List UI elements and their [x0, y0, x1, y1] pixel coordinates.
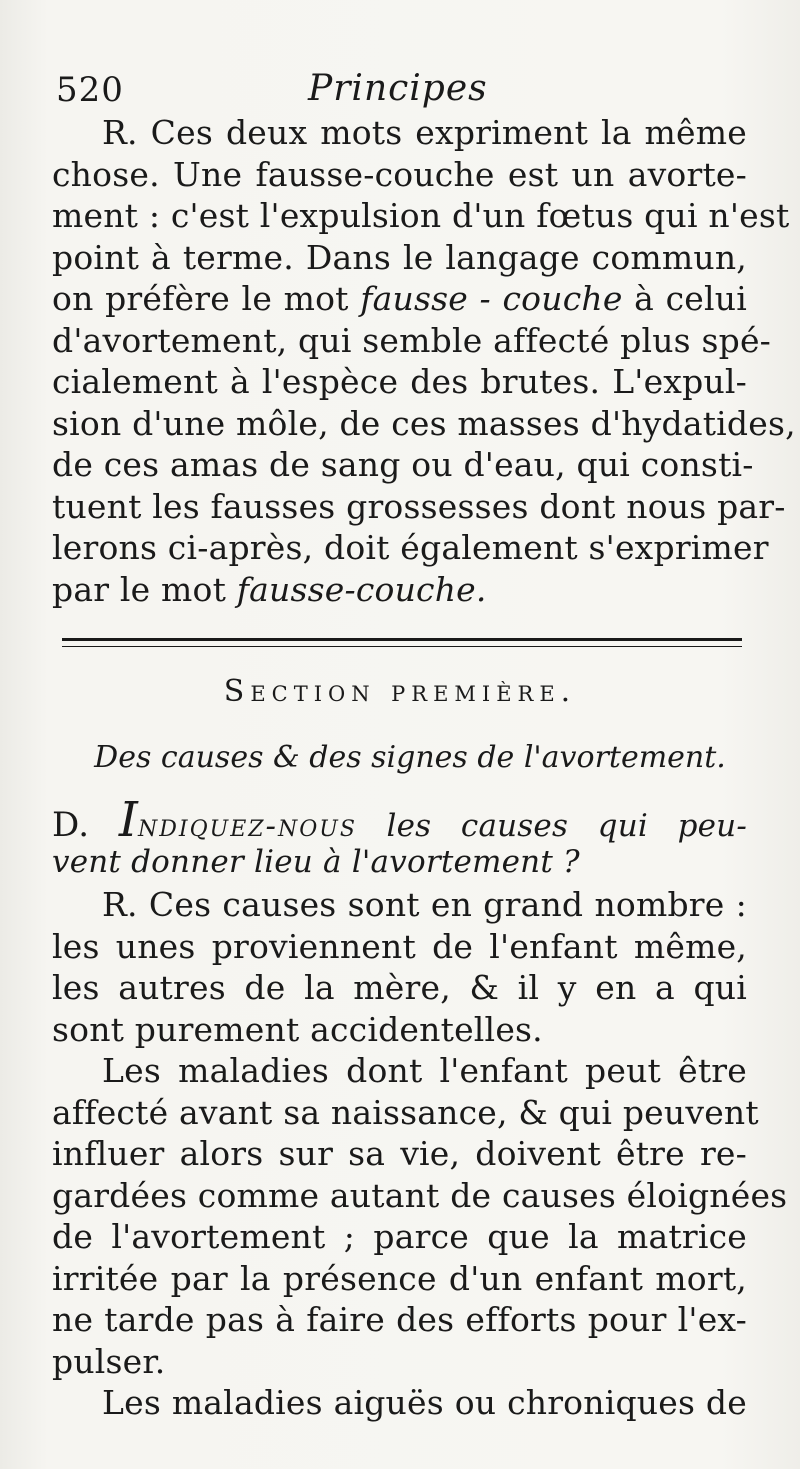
drop-initial: I — [118, 792, 139, 848]
section-subtitle: Des causes & des signes de l'avortement. — [94, 740, 726, 775]
text-line: R. Ces causes sont en grand nombre : — [102, 885, 747, 924]
text-line: sont purement accidentelles. — [52, 1009, 543, 1049]
text-line: vent donner lieu à l'avortement ? — [52, 843, 580, 880]
text-line: les autres de la mère, & il y en a qui — [52, 968, 747, 1007]
section-divider-rule — [62, 638, 742, 647]
text-fragment: à celui — [622, 279, 747, 318]
text-line: de l'avortement ; parce que la matrice — [52, 1217, 747, 1256]
text-line: ment : c'est l'expulsion d'un fœtus qui n'est — [52, 196, 790, 235]
text-line: ne tarde pas à faire des efforts pour l'ex- — [52, 1300, 747, 1339]
text-line — [52, 792, 747, 848]
text-line: de ces amas de sang ou d'eau, qui consti- — [52, 445, 754, 484]
question-marker: D. — [52, 805, 90, 845]
text-line — [52, 569, 747, 611]
text-line: Les maladies aiguës ou chroniques de — [102, 1383, 747, 1422]
text-line: point à terme. Dans le langage commun, — [52, 237, 747, 277]
text-fragment: par le mot — [52, 569, 237, 609]
text-line: chose. Une fausse-couche est un avorte- — [52, 154, 747, 194]
small-caps-words: ndiquez-nous — [138, 808, 357, 844]
text-line: pulser. — [52, 1341, 166, 1381]
text-line: d'avortement, qui semble affecté plus spé- — [52, 320, 772, 360]
text-line: cialement à l'espèce des brutes. L'expul- — [52, 362, 747, 401]
answer-main-paragraph — [52, 884, 788, 1424]
text-line: influer alors sur sa vie, doivent être re- — [52, 1134, 747, 1173]
text-line: R. Ces deux mots expriment la même — [102, 113, 747, 152]
answer-intro-paragraph — [52, 112, 796, 610]
text-fragment: les causes qui peu- — [356, 808, 747, 844]
text-line: Les maladies dont l'enfant peut être — [102, 1051, 747, 1090]
text-line: lerons ci-après, doit également s'exprimer — [52, 528, 769, 567]
italic-term: fausse - couche — [360, 279, 623, 318]
question-paragraph — [52, 792, 747, 883]
text-line: gardées comme autant de causes éloignées — [52, 1175, 788, 1215]
page-header — [46, 64, 746, 114]
text-line: irritée par la présence d'un enfant mort, — [52, 1258, 747, 1298]
page-number: 520 — [56, 70, 124, 110]
text-line: affecté avant sa naissance, & qui peuvent — [52, 1092, 759, 1132]
italic-term: fausse-couche. — [236, 569, 487, 609]
text-fragment: on préfère le mot — [52, 279, 361, 318]
running-title: Principes — [308, 68, 488, 109]
text-line: tuent les fausses grossesses dont nous par- — [52, 486, 786, 526]
section-title: Section première. — [223, 674, 577, 709]
text-line — [52, 278, 747, 320]
text-line: les unes proviennent de l'enfant même, — [52, 926, 747, 966]
text-line: sion d'une môle, de ces masses d'hydatides, — [52, 403, 796, 443]
